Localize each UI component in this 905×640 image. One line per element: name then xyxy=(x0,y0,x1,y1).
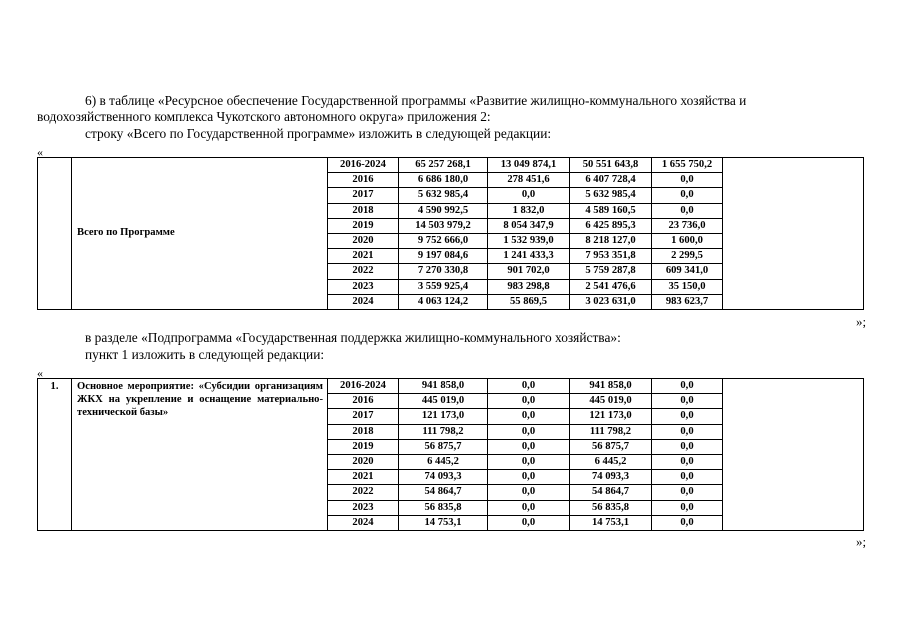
table-cell: 13 049 874,1 xyxy=(488,158,570,173)
item-description: Основное мероприятие: «Субсидии организациям ЖКХ на укрепление и оснащение материально-технической базы» xyxy=(72,379,328,531)
table-cell: 1 241 433,3 xyxy=(488,249,570,264)
table-cell: 8 218 127,0 xyxy=(570,233,652,248)
table-cell: 0,0 xyxy=(652,515,723,530)
table-cell: 2 541 476,6 xyxy=(570,279,652,294)
table-row xyxy=(38,158,864,173)
table-cell: 1 655 750,2 xyxy=(652,158,723,173)
table-cell: 0,0 xyxy=(488,409,570,424)
table-cell: 74 093,3 xyxy=(570,470,652,485)
table-cell: 7 270 330,8 xyxy=(399,264,488,279)
table-cell: 2018 xyxy=(328,424,399,439)
table-cell: 2016-2024 xyxy=(328,379,399,394)
table-cell: 121 173,0 xyxy=(399,409,488,424)
table-cell: 2024 xyxy=(328,515,399,530)
table-cell: 50 551 643,8 xyxy=(570,158,652,173)
table-cell: 6 445,2 xyxy=(399,454,488,469)
empty-cell xyxy=(38,158,72,310)
table-cell: 0,0 xyxy=(652,173,723,188)
table-cell: 9 752 666,0 xyxy=(399,233,488,248)
table-cell: 0,0 xyxy=(652,379,723,394)
table-cell: 0,0 xyxy=(652,485,723,500)
table-cell: 2017 xyxy=(328,409,399,424)
table-cell: 111 798,2 xyxy=(570,424,652,439)
table-cell: 2021 xyxy=(328,470,399,485)
table-cell: 2022 xyxy=(328,485,399,500)
table-cell: 0,0 xyxy=(652,454,723,469)
table-cell: 0,0 xyxy=(652,203,723,218)
intro-line-2: водохозяйственного комплекса Чукотского автономного округа» приложения 2: xyxy=(37,109,491,124)
table-cell: 0,0 xyxy=(488,515,570,530)
table-cell: 55 869,5 xyxy=(488,294,570,309)
table-cell: 0,0 xyxy=(488,379,570,394)
table-cell: 14 753,1 xyxy=(399,515,488,530)
table-cell: 7 953 351,8 xyxy=(570,249,652,264)
table-cell: 2020 xyxy=(328,233,399,248)
table-cell: 9 197 084,6 xyxy=(399,249,488,264)
table-cell: 0,0 xyxy=(652,424,723,439)
table-cell: 2019 xyxy=(328,439,399,454)
table-cell: 111 798,2 xyxy=(399,424,488,439)
table-cell: 3 559 925,4 xyxy=(399,279,488,294)
table-cell: 56 875,7 xyxy=(399,439,488,454)
open-quote-2: « xyxy=(37,366,43,380)
intro-line-1: 6) в таблице «Ресурсное обеспечение Государственной программы «Развитие жилищно-коммунального хозяйства и xyxy=(85,93,747,108)
table-cell: 14 753,1 xyxy=(570,515,652,530)
open-quote-1: « xyxy=(37,145,43,159)
table-cell: 2016 xyxy=(328,394,399,409)
table-cell: 0,0 xyxy=(488,188,570,203)
table-cell: 278 451,6 xyxy=(488,173,570,188)
close-quote-2: »; xyxy=(856,534,867,549)
table-cell: 2023 xyxy=(328,500,399,515)
table-cell: 56 835,8 xyxy=(399,500,488,515)
table-cell: 609 341,0 xyxy=(652,264,723,279)
table-cell: 2018 xyxy=(328,203,399,218)
table-cell: 3 023 631,0 xyxy=(570,294,652,309)
table-cell: 2021 xyxy=(328,249,399,264)
empty-cell xyxy=(723,379,864,531)
table-cell: 56 875,7 xyxy=(570,439,652,454)
table-cell: 23 736,0 xyxy=(652,218,723,233)
table-cell: 2024 xyxy=(328,294,399,309)
table-cell: 983 623,7 xyxy=(652,294,723,309)
table-cell: 2022 xyxy=(328,264,399,279)
table-cell: 0,0 xyxy=(488,454,570,469)
table-cell: 1 532 939,0 xyxy=(488,233,570,248)
empty-cell xyxy=(723,158,864,310)
table-cell: 54 864,7 xyxy=(399,485,488,500)
table-cell: 0,0 xyxy=(652,188,723,203)
table-cell: 0,0 xyxy=(652,500,723,515)
table-cell: 14 503 979,2 xyxy=(399,218,488,233)
table-cell: 4 063 124,2 xyxy=(399,294,488,309)
table-cell: 0,0 xyxy=(652,470,723,485)
table-cell: 35 150,0 xyxy=(652,279,723,294)
item-number: 1. xyxy=(38,379,72,531)
middle-line-2: пункт 1 изложить в следующей редакции: xyxy=(85,347,325,362)
table-cell: 0,0 xyxy=(488,394,570,409)
table-cell: 2016 xyxy=(328,173,399,188)
table-cell: 0,0 xyxy=(652,394,723,409)
close-quote-1: »; xyxy=(856,314,867,329)
resource-table-total xyxy=(37,157,864,310)
table-cell: 6 686 180,0 xyxy=(399,173,488,188)
table-cell: 2 299,5 xyxy=(652,249,723,264)
table-row xyxy=(38,379,864,394)
table-cell: 941 858,0 xyxy=(399,379,488,394)
table-cell: 0,0 xyxy=(488,424,570,439)
table-cell: 901 702,0 xyxy=(488,264,570,279)
table-cell: 2023 xyxy=(328,279,399,294)
table-cell: 941 858,0 xyxy=(570,379,652,394)
table-cell: 0,0 xyxy=(652,409,723,424)
table-cell: 6 407 728,4 xyxy=(570,173,652,188)
table-cell: 5 632 985,4 xyxy=(570,188,652,203)
table-cell: 2019 xyxy=(328,218,399,233)
table-cell: 5 632 985,4 xyxy=(399,188,488,203)
table-cell: 4 590 992,5 xyxy=(399,203,488,218)
table-cell: 5 759 287,8 xyxy=(570,264,652,279)
table-cell: 2016-2024 xyxy=(328,158,399,173)
table-cell: 54 864,7 xyxy=(570,485,652,500)
table-cell: 445 019,0 xyxy=(399,394,488,409)
table-cell: 65 257 268,1 xyxy=(399,158,488,173)
table-cell: 8 054 347,9 xyxy=(488,218,570,233)
table-cell: 0,0 xyxy=(488,470,570,485)
table-cell: 0,0 xyxy=(488,439,570,454)
table-cell: 2020 xyxy=(328,454,399,469)
subprogram-table-item-1 xyxy=(37,378,864,531)
table-cell: 1 832,0 xyxy=(488,203,570,218)
table-cell: 0,0 xyxy=(652,439,723,454)
table-cell: 445 019,0 xyxy=(570,394,652,409)
table-cell: 56 835,8 xyxy=(570,500,652,515)
table-cell: 74 093,3 xyxy=(399,470,488,485)
table-cell: 121 173,0 xyxy=(570,409,652,424)
table-cell: 2017 xyxy=(328,188,399,203)
table-cell: 0,0 xyxy=(488,485,570,500)
table-cell: 1 600,0 xyxy=(652,233,723,248)
table-cell: 0,0 xyxy=(488,500,570,515)
table-cell: 6 425 895,3 xyxy=(570,218,652,233)
row-label: Всего по Программе xyxy=(72,158,328,310)
middle-line-1: в разделе «Подпрограмма «Государственная поддержка жилищно-коммунального хозяйства»: xyxy=(85,330,621,345)
table-cell: 4 589 160,5 xyxy=(570,203,652,218)
table-cell: 6 445,2 xyxy=(570,454,652,469)
intro-line-3: строку «Всего по Государственной программе» изложить в следующей редакции: xyxy=(85,126,552,141)
table-cell: 983 298,8 xyxy=(488,279,570,294)
